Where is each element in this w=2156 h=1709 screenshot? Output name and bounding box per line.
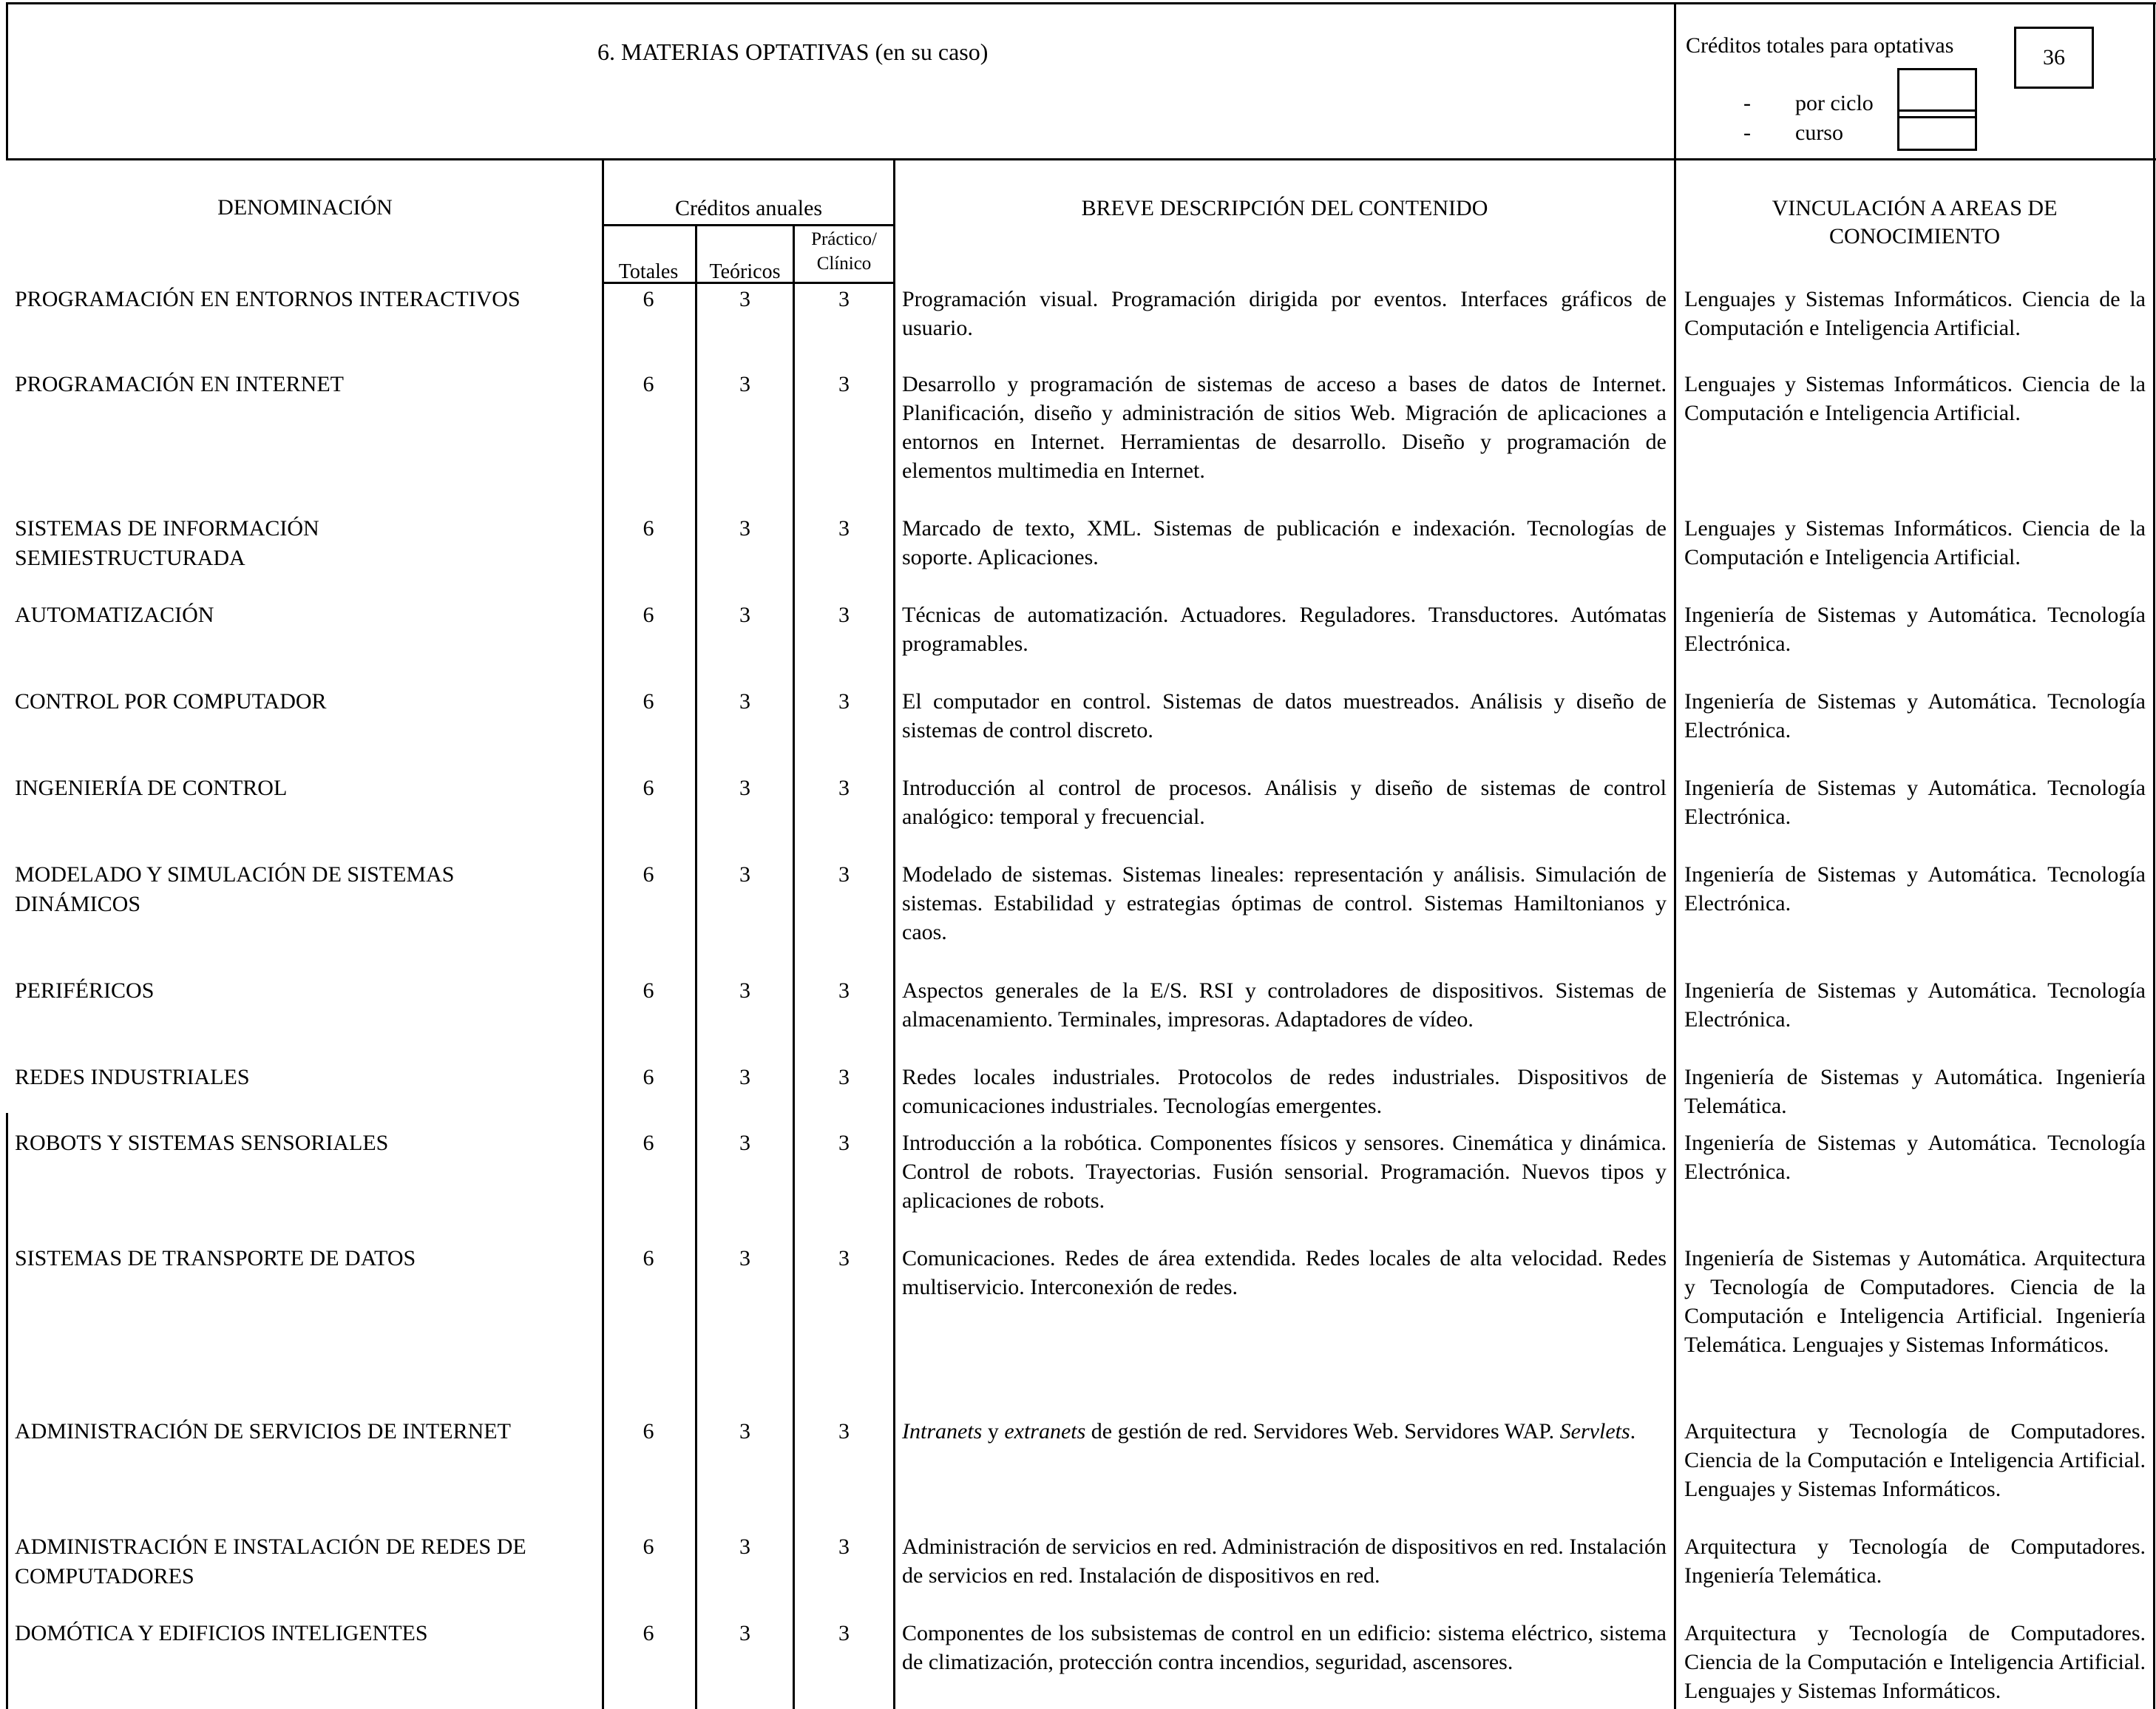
- column-header-teoricos: Teóricos: [709, 260, 781, 283]
- column-header-descripcion: BREVE DESCRIPCIÓN DEL CONTENIDO: [1081, 196, 1488, 220]
- subject-name-line: ADMINISTRACIÓN DE SERVICIOS DE INTERNET: [15, 1419, 511, 1444]
- credits-practicos: 3: [838, 776, 850, 800]
- description-italic-term: Intranets: [902, 1419, 983, 1444]
- credits-teoricos: 3: [739, 776, 750, 800]
- credits-totales: 6: [643, 1621, 654, 1645]
- content-description: Marcado de texto, XML. Sistemas de publicación e indexación. Tecnologías de soporte. Aplicaciones.: [902, 516, 1667, 569]
- course-box: [1897, 109, 1977, 151]
- knowledge-areas: Ingeniería de Sistemas y Automática. Tecnología Electrónica.: [1684, 1131, 2146, 1184]
- course-label: curso: [1795, 121, 1843, 145]
- column-header-creditos-anuales: Créditos anuales: [674, 196, 823, 220]
- subject-name-line: COMPUTADORES: [15, 1564, 194, 1588]
- credits-subheader-line: [602, 224, 895, 226]
- credits-practicos: 3: [838, 862, 850, 887]
- credits-totales: 6: [643, 776, 654, 800]
- per-cycle-label: por ciclo: [1795, 91, 1874, 115]
- content-description: Técnicas de automatización. Actuadores. Reguladores. Transductores. Autómatas programables.: [902, 603, 1667, 656]
- credits-teoricos: 3: [739, 603, 750, 627]
- subject-name: [15, 1417, 599, 1446]
- header-bottom-line: [6, 158, 2156, 160]
- subject-name: [15, 687, 599, 717]
- knowledge-areas: Ingeniería de Sistemas y Automática. Arquitectura y Tecnología de Computadores. Ciencia de la Computación e Inteligencia Artificial. Ingeniería Telemática. Lenguajes y Sistemas Informáticos.: [1684, 1246, 2146, 1357]
- content-description: Introducción a la robótica. Componentes físicos y sensores. Cinemática y dinámica. Control de robots. Trayectorias. Fusión sensorial. Programación. Nuevos tipos y aplicaciones de robots.: [902, 1131, 1667, 1213]
- content-description: Aspectos generales de la E/S. RSI y controladores de dispositivos. Sistemas de almacenamiento. Terminales, impresoras. Adaptadores de vídeo.: [902, 978, 1667, 1032]
- knowledge-areas: Arquitectura y Tecnología de Computadores. Ciencia de la Computación e Inteligencia Artificial. Lenguajes y Sistemas Informáticos.: [1684, 1419, 2146, 1501]
- knowledge-areas: Ingeniería de Sistemas y Automática. Tecnología Electrónica.: [1684, 776, 2146, 829]
- credits-teoricos: 3: [739, 978, 750, 1003]
- content-description: El computador en control. Sistemas de datos muestreados. Análisis y diseño de sistemas de control discreto.: [902, 689, 1667, 742]
- credits-teoricos: 3: [739, 862, 750, 887]
- subject-name-line: DOMÓTICA Y EDIFICIOS INTELIGENTES: [15, 1621, 428, 1645]
- subject-name-line: CONTROL POR COMPUTADOR: [15, 689, 327, 714]
- credits-totales: 6: [643, 1131, 654, 1155]
- col-line-practicos-left: [793, 224, 795, 1709]
- credits-teoricos: 3: [739, 372, 750, 396]
- subject-name: [15, 1619, 599, 1648]
- content-description: Administración de servicios en red. Administración de dispositivos en red. Instalación de servicios en red. Instalación de dispositivos en red.: [902, 1534, 1667, 1588]
- credits-totales: 6: [643, 372, 654, 396]
- content-description: Programación visual. Programación dirigida por eventos. Interfaces gráficos de usuario.: [902, 287, 1667, 340]
- credits-practicos: 3: [838, 1246, 850, 1270]
- per-cycle-dash: -: [1743, 91, 1751, 115]
- credits-practicos: 3: [838, 1065, 850, 1089]
- knowledge-areas: Arquitectura y Tecnología de Computadores. Ciencia de la Computación e Inteligencia Artificial. Lenguajes y Sistemas Informáticos.: [1684, 1621, 2146, 1703]
- subject-name: [15, 285, 599, 314]
- knowledge-areas: Lenguajes y Sistemas Informáticos. Ciencia de la Computación e Inteligencia Artificial.: [1684, 287, 2146, 340]
- credits-practicos: 3: [838, 516, 850, 541]
- section-title: 6. MATERIAS OPTATIVAS (en su caso): [597, 38, 989, 65]
- course-dash: -: [1743, 121, 1751, 145]
- subject-name-line: PROGRAMACIÓN EN ENTORNOS INTERACTIVOS: [15, 287, 521, 311]
- total-credits-label: Créditos totales para optativas: [1686, 33, 1954, 58]
- credits-teoricos: 3: [739, 1246, 750, 1270]
- credits-teoricos: 3: [739, 1419, 750, 1444]
- column-header-areas-line1: VINCULACIÓN A AREAS DE: [1772, 196, 2058, 220]
- credits-totales: 6: [643, 689, 654, 714]
- credits-teoricos: 3: [739, 1131, 750, 1155]
- subject-name: [15, 600, 599, 630]
- credits-teoricos: 3: [739, 689, 750, 714]
- credits-teoricos: 3: [739, 516, 750, 541]
- content-description: Redes locales industriales. Protocolos de redes industriales. Dispositivos de comunicaciones industriales. Tecnologías emergentes.: [902, 1065, 1667, 1118]
- content-description: [902, 1417, 1667, 1446]
- credits-practicos: 3: [838, 689, 850, 714]
- col-line-areas-left: [1674, 2, 1676, 1709]
- knowledge-areas: Ingeniería de Sistemas y Automática. Tecnología Electrónica.: [1684, 689, 2146, 742]
- credits-teoricos: 3: [739, 1621, 750, 1645]
- credits-teoricos: 3: [739, 1065, 750, 1089]
- frame-left-line: [6, 2, 8, 160]
- description-text: y: [982, 1419, 1005, 1444]
- subject-name: [15, 976, 599, 1006]
- credits-totales: 6: [643, 516, 654, 541]
- credits-totales: 6: [643, 287, 654, 311]
- content-description: Componentes de los subsistemas de control en un edificio: sistema eléctrico, sistema de climatización, protección contra incendios, seguridad, ascensores.: [902, 1621, 1667, 1674]
- content-description: Comunicaciones. Redes de área extendida. Redes locales de alta velocidad. Redes multiservicio. Interconexión de redes.: [902, 1246, 1667, 1299]
- subject-name-line: REDES INDUSTRIALES: [15, 1065, 250, 1089]
- subject-name-line: ROBOTS Y SISTEMAS SENSORIALES: [15, 1131, 389, 1155]
- credits-teoricos: 3: [739, 1534, 750, 1559]
- col-line-teoricos-left: [695, 224, 697, 1709]
- subject-name: [15, 1063, 599, 1092]
- frame-right-line: [2153, 2, 2155, 1709]
- credits-practicos: 3: [838, 1419, 850, 1444]
- knowledge-areas: Lenguajes y Sistemas Informáticos. Ciencia de la Computación e Inteligencia Artificial.: [1684, 516, 2146, 569]
- knowledge-areas: Lenguajes y Sistemas Informáticos. Ciencia de la Computación e Inteligencia Artificial.: [1684, 372, 2146, 425]
- credits-practicos: 3: [838, 1621, 850, 1645]
- credits-practicos: 3: [838, 1534, 850, 1559]
- subject-name: [15, 1244, 599, 1273]
- column-header-practico-line2: Clínico: [816, 254, 872, 274]
- column-header-practico-line1: Práctico/: [811, 229, 877, 249]
- credits-practicos: 3: [838, 287, 850, 311]
- knowledge-areas: Ingeniería de Sistemas y Automática. Tecnología Electrónica.: [1684, 978, 2146, 1032]
- column-header-areas-line2: CONOCIMIENTO: [1828, 224, 2001, 248]
- subject-name: [15, 1128, 599, 1158]
- subject-name-line: SEMIESTRUCTURADA: [15, 546, 245, 570]
- frame-left-line-lower: [6, 1113, 8, 1709]
- credits-totales: 6: [643, 862, 654, 887]
- subject-name-line: MODELADO Y SIMULACIÓN DE SISTEMAS: [15, 862, 455, 887]
- total-credits-value: 36: [2043, 45, 2065, 70]
- description-italic-term: Servlets: [1559, 1419, 1630, 1444]
- content-description: Modelado de sistemas. Sistemas lineales: representación y análisis. Simulación de sistemas. Estabilidad y estrategias óptimas de control. Sistemas Hamiltonianos y caos.: [902, 862, 1667, 944]
- credits-totales: 6: [643, 1246, 654, 1270]
- credits-totales: 6: [643, 1419, 654, 1444]
- subject-name-line: AUTOMATIZACIÓN: [15, 603, 214, 627]
- credits-totales: 6: [643, 603, 654, 627]
- column-header-denominacion: DENOMINACIÓN: [217, 195, 393, 220]
- subject-name: [15, 370, 599, 399]
- subject-name-line: PERIFÉRICOS: [15, 978, 155, 1003]
- knowledge-areas: Arquitectura y Tecnología de Computadores. Ingeniería Telemática.: [1684, 1534, 2146, 1588]
- subject-name-line: SISTEMAS DE TRANSPORTE DE DATOS: [15, 1246, 416, 1270]
- column-header-totales: Totales: [618, 260, 679, 283]
- knowledge-areas: Ingeniería de Sistemas y Automática. Ingeniería Telemática.: [1684, 1065, 2146, 1118]
- subject-name-line: DINÁMICOS: [15, 892, 141, 916]
- content-description: Desarrollo y programación de sistemas de acceso a bases de datos de Internet. Planificación, diseño y administración de sitios Web. Migración de aplicaciones a entornos en Internet. Herramientas de desarrollo. Diseño y programación de elementos multimedia en Internet.: [902, 372, 1667, 483]
- description-text: .: [1630, 1419, 1636, 1444]
- subject-name-line: PROGRAMACIÓN EN INTERNET: [15, 372, 344, 396]
- description-italic-term: extranets: [1004, 1419, 1086, 1444]
- frame-top-line: [6, 2, 2156, 4]
- subject-name-line: INGENIERÍA DE CONTROL: [15, 776, 288, 800]
- subject-name: [15, 514, 599, 573]
- subject-name: [15, 774, 599, 803]
- col-line-description-left: [893, 158, 895, 1709]
- credits-totales: 6: [643, 1065, 654, 1089]
- credits-practicos: 3: [838, 372, 850, 396]
- credits-teoricos: 3: [739, 287, 750, 311]
- credits-totales: 6: [643, 1534, 654, 1559]
- credits-practicos: 3: [838, 1131, 850, 1155]
- subject-name-line: ADMINISTRACIÓN E INSTALACIÓN DE REDES DE: [15, 1534, 526, 1559]
- credits-practicos: 3: [838, 978, 850, 1003]
- description-text: de gestión de red. Servidores Web. Servidores WAP.: [1085, 1419, 1560, 1444]
- content-description: Introducción al control de procesos. Análisis y diseño de sistemas de control analógico: temporal y frecuencial.: [902, 776, 1667, 829]
- credits-practicos: 3: [838, 603, 850, 627]
- knowledge-areas: Ingeniería de Sistemas y Automática. Tecnología Electrónica.: [1684, 603, 2146, 656]
- knowledge-areas: Ingeniería de Sistemas y Automática. Tecnología Electrónica.: [1684, 862, 2146, 916]
- credits-totales: 6: [643, 978, 654, 1003]
- subject-name-line: SISTEMAS DE INFORMACIÓN: [15, 516, 319, 541]
- subject-name: [15, 1532, 599, 1591]
- subject-name: [15, 860, 599, 919]
